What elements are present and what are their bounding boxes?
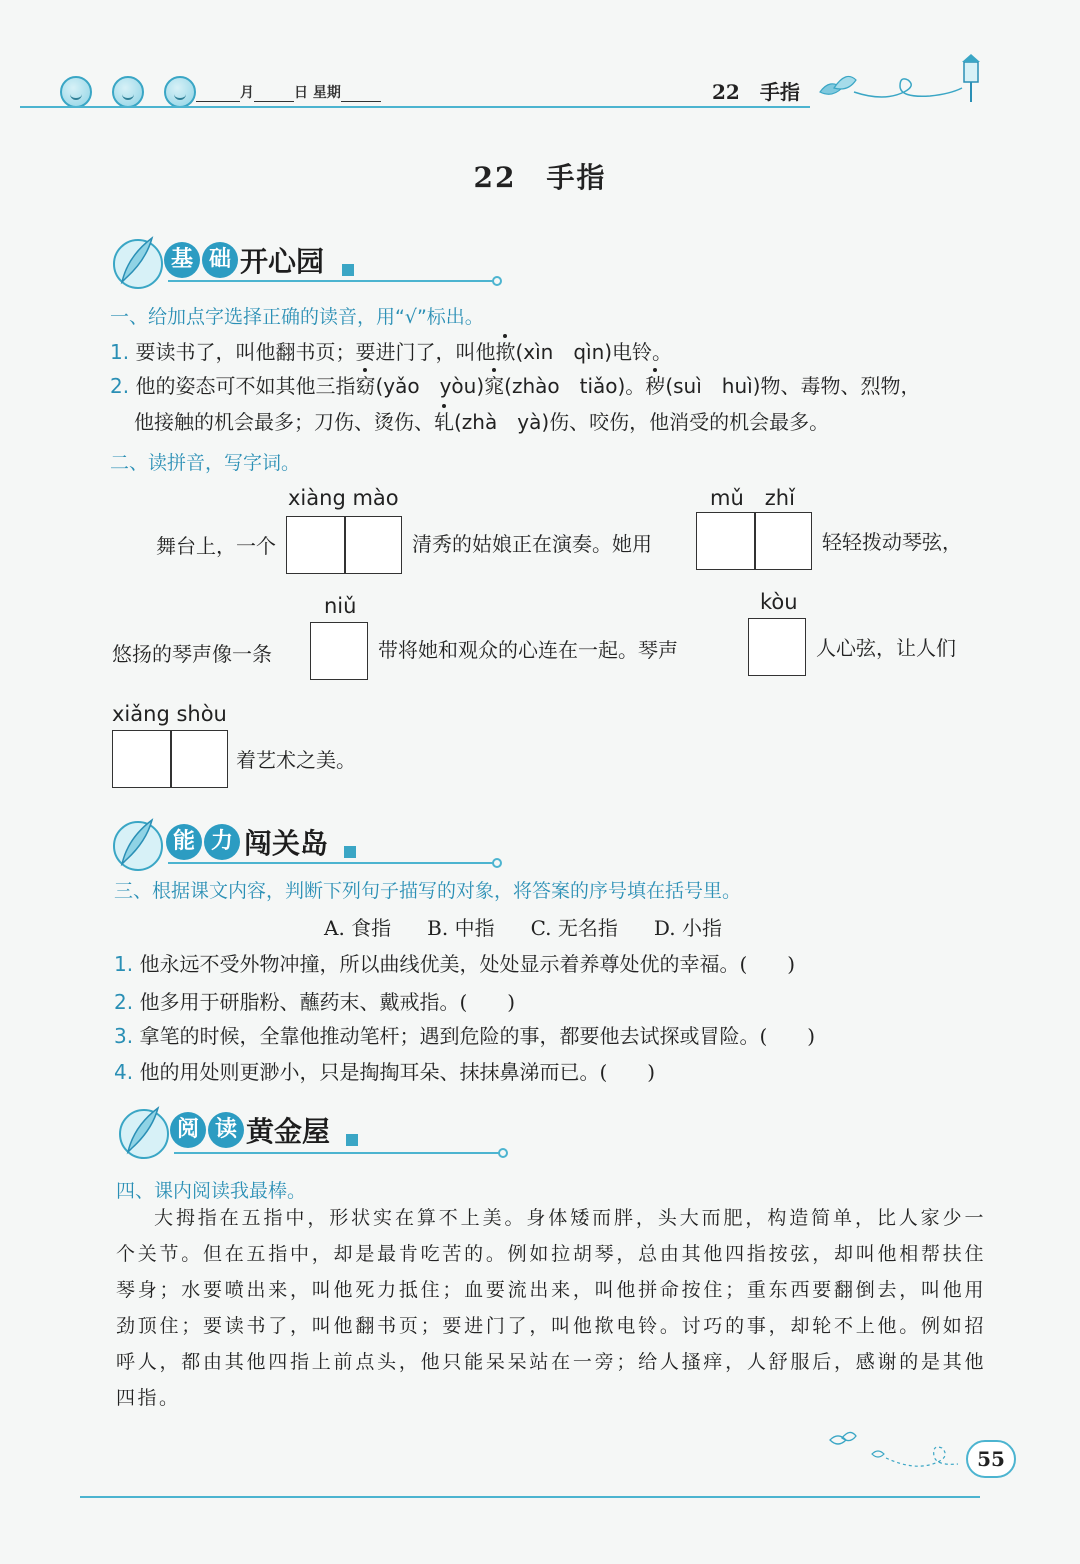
section-title: 开心园 [240, 245, 325, 278]
pinyin-choice[interactable]: (zhào tiǎo)。 [504, 374, 646, 398]
dotted-char: 秽 [645, 374, 666, 398]
section-square-icon [342, 264, 354, 276]
section-badge-char: 基 [164, 242, 200, 278]
question-3-item[interactable]: 3. 拿笔的时候，全靠他推动笔杆；遇到危险的事，都要他去试探或冒险。( ) [114, 1024, 816, 1048]
pinyin-choice[interactable]: (yǎo yòu) [375, 374, 485, 398]
section-underline-dot [498, 1148, 508, 1158]
pinyin-label: xiàng mào [288, 486, 399, 510]
question-1-item-2: 2. 他的姿态可不如其他三指窈(yǎo yòu)窕(zhào tiǎo)。秽(suì huì)物、毒物、烈物， [110, 374, 921, 398]
pinyin-choice[interactable]: (xìn qìn)电铃。 [515, 340, 673, 364]
dotted-char: 轧 [434, 410, 454, 434]
butterfly-trail-decoration-icon [826, 1428, 966, 1478]
question-3-item[interactable]: 2. 他多用于研脂粉、蘸药末、戴戒指。( ) [114, 990, 516, 1014]
question-1-item-1: 1. 要读书了，叫他翻书页；要进门了，叫他揿(xìn qìn)电铃。 [110, 340, 673, 364]
section-badge-char: 础 [202, 242, 238, 278]
q2-text: 带将她和观众的心连在一起。琴声 [378, 638, 678, 662]
week-label: 星期 [312, 85, 341, 101]
day-label: 日 [294, 85, 308, 101]
section-underline [168, 862, 494, 864]
pinyin-label: xiǎng shòu [112, 702, 227, 726]
quill-pen-icon [114, 1102, 174, 1162]
header-lesson-title: 22 手指 [712, 80, 800, 104]
week-blank[interactable] [341, 86, 381, 102]
section-badge-char: 能 [166, 824, 202, 860]
q2-text: 人心弦，让人们 [816, 636, 956, 660]
item-number: 2. [110, 374, 130, 398]
pinyin-label: kòu [760, 590, 798, 614]
page-title: 22 手指 [473, 161, 607, 194]
day-blank[interactable] [254, 86, 294, 102]
q2-text: 悠扬的琴声像一条 [112, 642, 272, 666]
section-underline-dot [492, 858, 502, 868]
question-4-heading: 四、课内阅读我最棒。 [116, 1180, 307, 1202]
writing-box-1char[interactable] [310, 622, 368, 680]
section-badge-char: 力 [204, 824, 240, 860]
section-underline [174, 1152, 500, 1154]
section-underline-dot [492, 276, 502, 286]
q2-text: 舞台上，一个 [156, 534, 276, 558]
month-blank[interactable] [196, 86, 240, 102]
section-title: 黄金屋 [246, 1115, 331, 1148]
pinyin-label: mǔ zhǐ [710, 486, 795, 510]
option-b: B. 中指 [427, 916, 495, 940]
question-1-heading: 一、给加点字选择正确的读音，用“√”标出。 [110, 306, 484, 328]
dotted-char: 窕 [484, 374, 505, 398]
section-header-reading [114, 1102, 534, 1162]
reading-passage: 大拇指在五指中，形状实在算不上美。身体矮而胖，头大而肥，构造简单，比人家少一个关节。但在五指中，却是最肯吃苦的。例如拉胡琴，总由其他四指按弦，却叫他相帮扶住琴身；水要喷出来，叫他死力抵住；血要流出来，叫他拼命按住；重东西要翻倒去，叫他用劲顶住；要读书了，叫他翻书页；要进门了，叫他揿电铃。讨巧的事，却轮不上他。例如招呼人，都由其他四指上前点头，他只能呆呆站在一旁；给人搔痒，人舒服后，感谢的是其他四指。 [116, 1207, 986, 1409]
question-1-item-2-continued: 他接触的机会最多；刀伤、烫伤、轧(zhà yà)伤、咬伤，他消受的机会最多。 [134, 410, 830, 434]
item-number: 1. [110, 340, 130, 364]
pinyin-choice[interactable]: (suì huì)物、毒物、烈物， [665, 374, 921, 398]
dotted-char: 窈 [355, 374, 376, 398]
neutral-face-icon [112, 76, 144, 108]
option-d: D. 小指 [653, 916, 722, 940]
q2-text: 着艺术之美。 [236, 748, 356, 772]
section-square-icon [346, 1134, 358, 1146]
quill-pen-icon [108, 232, 168, 292]
smiley-face-icon [60, 76, 92, 108]
page-number: 55 [966, 1440, 1016, 1478]
section-square-icon [344, 846, 356, 858]
butterfly-lamp-decoration-icon [814, 52, 994, 108]
quill-pen-icon [108, 814, 168, 874]
date-fields [196, 82, 381, 102]
header-divider [20, 106, 810, 108]
section-header-basics [108, 232, 508, 292]
question-3-heading: 三、根据课文内容，判断下列句子描写的对象，将答案的序号填在括号里。 [114, 880, 742, 902]
pinyin-label: niǔ [324, 594, 357, 618]
sad-face-icon [164, 76, 196, 108]
section-header-ability [108, 814, 508, 874]
dotted-char: 揿 [495, 340, 516, 364]
question-2-heading: 二、读拼音，写字词。 [110, 452, 301, 474]
answer-options [324, 912, 758, 941]
footer-divider [80, 1496, 980, 1498]
section-badge-char: 阅 [170, 1112, 206, 1148]
writing-box-2char[interactable] [286, 516, 402, 574]
writing-box-1char[interactable] [748, 618, 806, 676]
section-badge-char: 读 [208, 1112, 244, 1148]
option-c: C. 无名指 [530, 916, 618, 940]
q2-text: 轻轻拨动琴弦， [822, 530, 962, 554]
writing-box-2char[interactable] [696, 512, 812, 570]
option-a: A. 食指 [324, 916, 392, 940]
question-3-item[interactable]: 4. 他的用处则更渺小，只是掏掏耳朵、抹抹鼻涕而已。( ) [114, 1060, 656, 1084]
pinyin-choice[interactable]: (zhà yà)伤、咬伤，他消受的机会最多。 [454, 410, 830, 434]
writing-box-2char[interactable] [112, 730, 228, 788]
month-label: 月 [240, 85, 254, 101]
section-title: 闯关岛 [244, 827, 329, 860]
section-underline [168, 280, 494, 282]
q2-text: 清秀的姑娘正在演奏。她用 [412, 532, 652, 556]
question-3-item[interactable]: 1. 他永远不受外物冲撞，所以曲线优美，处处显示着养尊处优的幸福。( ) [114, 952, 796, 976]
